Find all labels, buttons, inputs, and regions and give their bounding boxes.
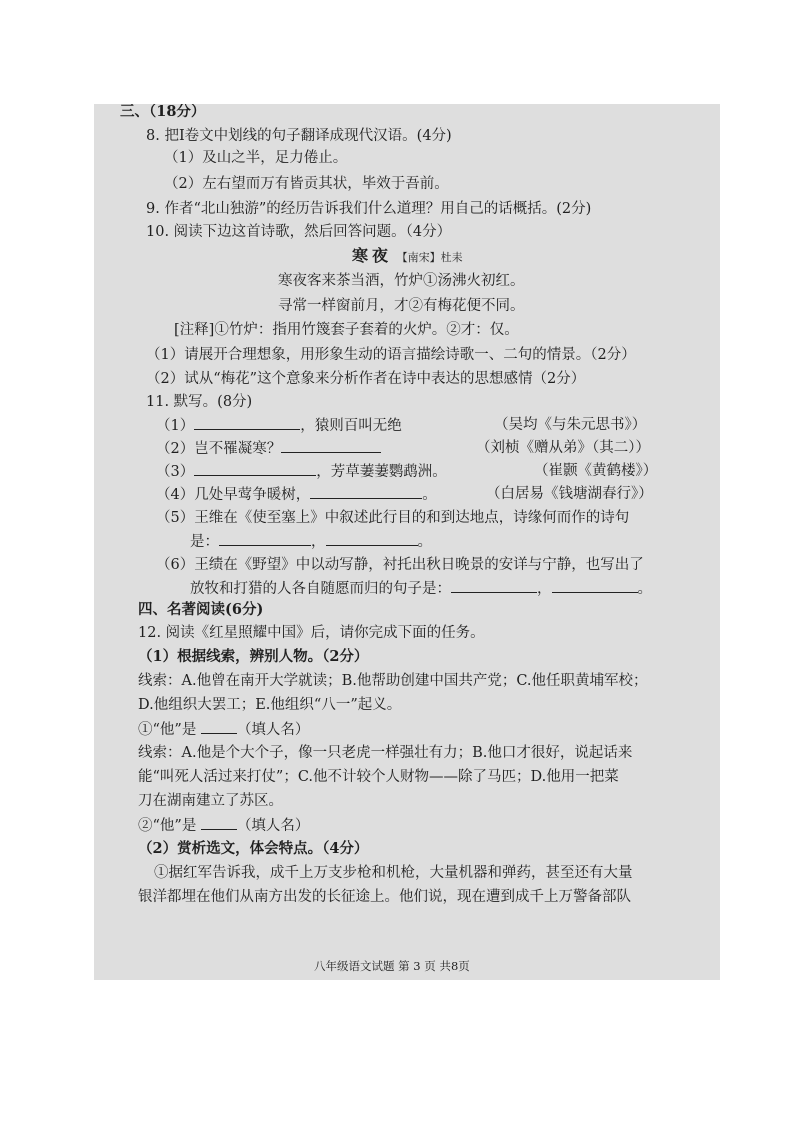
section-four-heading: 四、名著阅读(6分)	[138, 601, 264, 618]
answer-blank[interactable]	[326, 531, 418, 546]
question-12-1: （1）根据线索，辨别人物。（2分）	[138, 648, 369, 665]
question-11-6-answer: 放牧和打猎的人各自随愿而归的句子是： ， 。	[190, 578, 652, 599]
poem-line-1: 寒夜客来茶当酒，竹炉①汤沸火初红。	[278, 273, 525, 289]
clue-2-line-c: 刀在湖南建立了苏区。	[138, 793, 283, 809]
clue-1-line-a: 线索：A.他曾在南开大学就读；B.他帮助创建中国共产党；C.他任职黄埔军校；	[138, 673, 648, 689]
question-11: 11. 默写。(8分)	[146, 394, 253, 410]
question-11-6: （6）王绩在《野望》中以动写静，衬托出秋日晚景的安详与宁静，也写出了	[156, 557, 644, 573]
clue-2-line-a: 线索：A.他是个大个子，像一只老虎一样强壮有力；B.他口才很好，说起话来	[138, 745, 633, 761]
question-11-2-source: （刘桢《赠从弟》（其二））	[476, 440, 650, 456]
page-footer: 八年级语文试题 第 3 页 共8页	[314, 959, 470, 973]
answer-blank[interactable]	[281, 438, 381, 453]
answer-blank[interactable]	[552, 578, 638, 593]
answer-blank[interactable]	[201, 719, 237, 734]
poem-title: 寒夜	[352, 246, 393, 265]
answer-2: ②“他”是 （填人名）	[138, 815, 309, 836]
answer-blank[interactable]	[451, 578, 537, 593]
question-11-1: （1） ，猿则百叫无绝	[156, 415, 402, 436]
question-11-1-source: （吴均《与朱元思书》）	[494, 417, 647, 433]
passage-line-b: 银洋都埋在他们从南方出发的长征途上。他们说，现在遭到成千上万警备部队	[138, 889, 631, 905]
answer-blank[interactable]	[194, 415, 300, 430]
question-11-3: （3） ，芳草萋萋鹦鹉洲。	[156, 461, 447, 482]
question-12-2: （2）赏析选文，体会特点。（4分）	[138, 840, 369, 857]
question-8-1: （1）及山之半，足力倦止。	[164, 150, 348, 166]
question-10-1: （1）请展开合理想象，用形象生动的语言描绘诗歌一、二句的情景。（2分）	[146, 347, 636, 363]
clue-1-line-b: D.他组织大罢工；E.他组织“八一”起义。	[138, 697, 402, 713]
question-11-4: （4）几处早莺争暖树， 。	[156, 484, 437, 505]
answer-blank[interactable]	[194, 461, 316, 476]
section-three-heading: 三、（18分）	[120, 104, 206, 120]
poem-heading	[352, 246, 463, 268]
question-11-4-source: （白居易《钱塘湖春行》）	[486, 486, 653, 502]
answer-blank[interactable]	[219, 531, 311, 546]
exam-page-photo	[94, 104, 720, 980]
poem-author: 【南宋】杜耒	[396, 251, 463, 264]
poem-note: [注释]①竹炉：指用竹篾套子套着的火炉。②才：仅。	[174, 322, 519, 338]
question-11-5-answer: 是： ， 。	[190, 531, 432, 552]
clue-2-line-b: 能“叫死人活过来打仗”；C.他不计较个人财物——除了马匹；D.他用一把菜	[138, 769, 619, 785]
answer-1: ①“他”是 （填人名）	[138, 719, 309, 740]
question-8: 8. 把Ⅰ卷文中划线的句子翻译成现代汉语。(4分)	[146, 128, 452, 144]
answer-blank[interactable]	[310, 484, 422, 499]
question-11-3-source: （崔颢《黄鹤楼》）	[534, 463, 658, 479]
answer-blank[interactable]	[201, 815, 237, 830]
question-11-2: （2）岂不罹凝寒？	[156, 438, 381, 459]
question-11-5: （5）王维在《使至塞上》中叙述此行目的和到达地点，诗缘何而作的诗句	[156, 510, 630, 526]
passage-line-a: ①据红军告诉我，成千上万支步枪和机枪，大量机器和弹药，甚至还有大量	[154, 865, 633, 881]
question-12: 12. 阅读《红星照耀中国》后，请你完成下面的任务。	[138, 625, 485, 641]
question-10-2: （2）试从“梅花”这个意象来分析作者在诗中表达的思想感情（2分）	[146, 371, 586, 387]
poem-line-2: 寻常一样窗前月，才②有梅花便不同。	[278, 298, 525, 314]
question-8-2: （2）左右望而万有皆贡其状，毕效于吾前。	[164, 176, 449, 192]
question-10: 10. 阅读下边这首诗歌，然后回答问题。（4分）	[146, 224, 452, 240]
question-9: 9. 作者“北山独游”的经历告诉我们什么道理？用自己的话概括。(2分)	[146, 201, 592, 217]
